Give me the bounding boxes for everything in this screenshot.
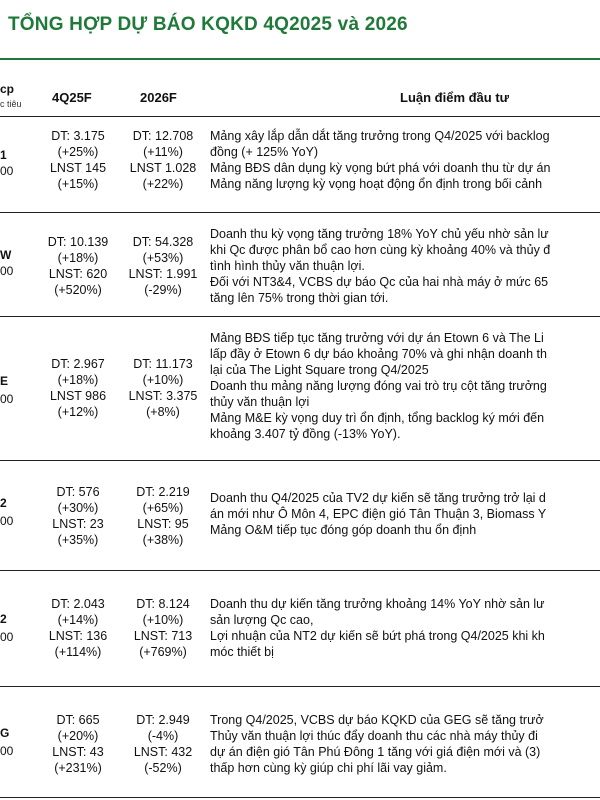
header-code: cp [0, 82, 15, 96]
ticker: E [0, 374, 9, 388]
table-row [0, 686, 600, 798]
forecast-2026: DT: 2.219 (+65%) LNST: 95 (+38%) [136, 485, 190, 547]
forecast-4q25: DT: 3.175 (+25%) LNST 145 (+15%) [49, 129, 107, 191]
investment-thesis: Trong Q4/2025, VCBS dự báo KQKD của GEG sẽ tăng trưở Thủy văn thuận lợi thúc đẩy doanh thu các nhà máy thủy đi dự án điện gió Tân Phú Đông 1 tăng với giá điện mới và (3) thấp hơn cùng kỳ giúp chi phí lãi vay giảm. [210, 713, 544, 775]
table-row [0, 212, 600, 316]
ticker: 2 [0, 612, 7, 626]
target-price: 00 [0, 514, 14, 528]
header-2026f: 2026F [140, 90, 177, 105]
investment-thesis: Mảng BĐS tiếp tục tăng trưởng với dự án Etown 6 và The Li lấp đầy ở Etown 6 dự báo khoảng 70% và ghi nhận doanh th lại của The Light Square trong Q4/2025 Doanh thu mảng năng lượng đóng vai trò trụ cột tăng trưởng thủy văn thuận lợi Mảng M&E kỳ vọng duy trì ổn định, tổng backlog ký mới đến khoảng 3.407 tỷ đồng (-13% YoY). [210, 331, 547, 441]
ticker: W [0, 248, 12, 262]
page-title: TỔNG HỢP DỰ BÁO KQKD 4Q2025 và 2026 [8, 14, 408, 35]
target-price: 00 [0, 630, 14, 644]
investment-thesis: Doanh thu kỳ vọng tăng trưởng 18% YoY chủ yếu nhờ sản lư khi Qc được phân bổ cao hơn cùng kỳ khoảng 40% và thủy đ tình hình thủy văn thuận lợi. Đối với NT3&4, VCBS dự báo Qc của hai nhà máy ở mức 65 tăng lên 75% trong thời gian tới. [210, 227, 551, 305]
forecast-4q25: DT: 2.967 (+18%) LNST 986 (+12%) [49, 357, 107, 419]
forecast-4q25: DT: 576 (+30%) LNST: 23 (+35%) [52, 485, 104, 547]
forecast-4q25: DT: 2.043 (+14%) LNST: 136 (+114%) [48, 597, 108, 659]
table-row [0, 460, 600, 570]
target-price: 00 [0, 392, 14, 406]
investment-thesis: Mảng xây lắp dẫn dắt tăng trưởng trong Q4/2025 với backlog đồng (+ 125% YoY) Mảng BĐS dân dụng kỳ vọng bứt phá với doanh thu từ dự án Mảng năng lượng kỳ vọng hoạt động ổn định trong bối cảnh [210, 129, 551, 191]
table-row [0, 570, 600, 686]
target-price: 00 [0, 744, 14, 758]
header-code-sub: c tiêu [0, 99, 22, 109]
forecast-2026: DT: 2.949 (-4%) LNST: 432 (-52%) [133, 713, 193, 775]
forecast-2026: DT: 12.708 (+11%) LNST 1.028 (+22%) [129, 129, 197, 191]
ticker: 1 [0, 148, 7, 162]
forecast-2026: DT: 54.328 (+53%) LNST: 1.991 (-29%) [128, 235, 198, 297]
header-thesis: Luận điểm đầu tư [400, 90, 510, 105]
forecast-4q25: DT: 665 (+20%) LNST: 43 (+231%) [52, 713, 104, 775]
target-price: 00 [0, 264, 14, 278]
target-price: 00 [0, 164, 14, 178]
forecast-2026: DT: 11.173 (+10%) LNST: 3.375 (+8%) [128, 357, 198, 419]
investment-thesis: Doanh thu Q4/2025 của TV2 dự kiến sẽ tăng trưởng trở lại d án mới như Ô Môn 4, EPC điện gió Tân Thuận 3, Biomass Y Mảng O&M tiếp tục đóng góp doanh thu ổn định [210, 491, 547, 537]
header-4q25f: 4Q25F [52, 90, 92, 105]
table-row [0, 316, 600, 460]
investment-thesis: Doanh thu dự kiến tăng trưởng khoảng 14% YoY nhờ sản lư sản lượng Qc cao, Lợi nhuận của NT2 dự kiến sẽ bứt phá trong Q4/2025 khi kh móc thiết bị [210, 597, 545, 659]
row-divider [0, 797, 600, 798]
ticker: 2 [0, 496, 7, 510]
title-divider [0, 58, 600, 60]
forecast-4q25: DT: 10.139 (+18%) LNST: 620 (+520%) [47, 235, 109, 297]
table-row [0, 116, 600, 212]
ticker: G [0, 726, 10, 740]
forecast-2026: DT: 8.124 (+10%) LNST: 713 (+769%) [133, 597, 193, 659]
